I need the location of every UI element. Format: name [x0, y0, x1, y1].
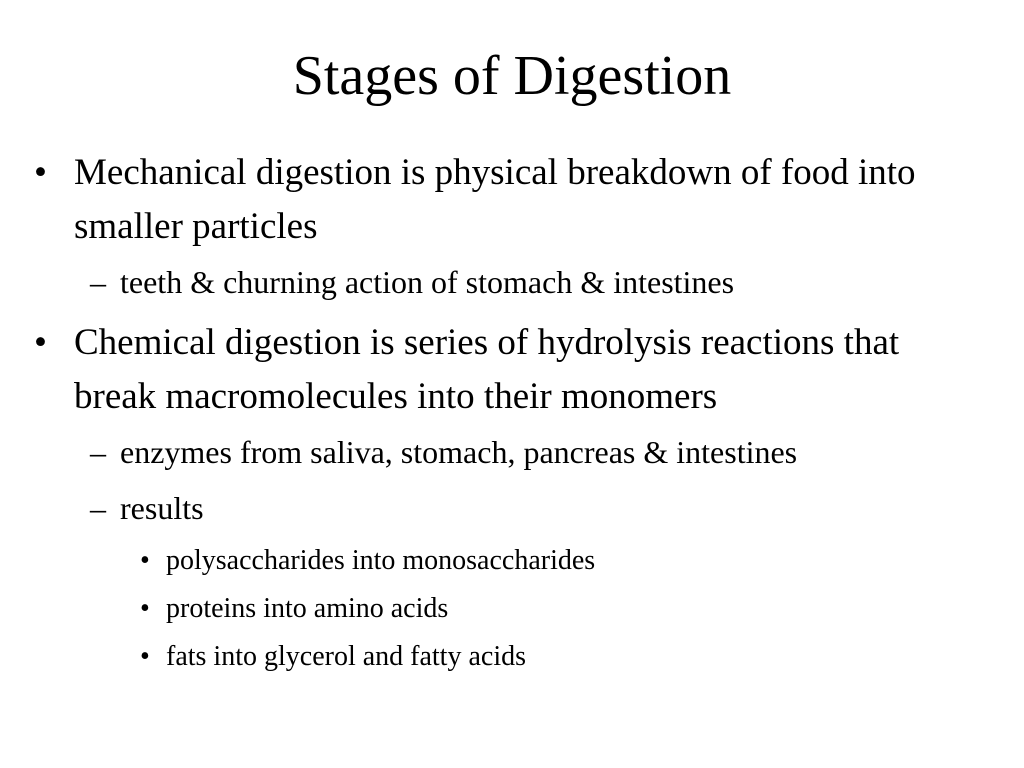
result-text: polysaccharides into monosaccharides [166, 545, 596, 576]
bullet-dot-icon: • [140, 593, 150, 624]
result-polysaccharides [28, 542, 988, 580]
subbullet-text: teeth & churning action of stomach & intestines [120, 264, 735, 300]
result-fats [28, 638, 988, 676]
bullet-dot-icon: • [140, 545, 150, 576]
subbullet-text: results [120, 490, 204, 526]
bullet-mechanical-digestion [28, 146, 988, 254]
result-proteins [28, 590, 988, 628]
bullet-text: Chemical digestion is series of hydrolysis reactions that break macromolecules into their monomers [74, 322, 900, 417]
slide-title: Stages of Digestion [292, 45, 732, 107]
bullet-dot-icon: • [140, 641, 150, 672]
subbullet-teeth-churning [28, 260, 988, 304]
dash-icon: – [90, 434, 106, 470]
dash-icon: – [90, 490, 106, 526]
bullet-text: Mechanical digestion is physical breakdown of food into smaller particles [74, 152, 916, 247]
slide-content [28, 146, 988, 686]
subbullet-enzymes [28, 430, 988, 474]
result-text: fats into glycerol and fatty acids [166, 641, 526, 672]
result-text: proteins into amino acids [166, 593, 449, 624]
dash-icon: – [90, 264, 106, 300]
subbullet-text: enzymes from saliva, stomach, pancreas & intestines [120, 434, 798, 470]
subbullet-results [28, 486, 988, 530]
bullet-dot-icon: • [34, 152, 47, 193]
bullet-dot-icon: • [34, 322, 47, 363]
bullet-chemical-digestion [28, 316, 988, 424]
